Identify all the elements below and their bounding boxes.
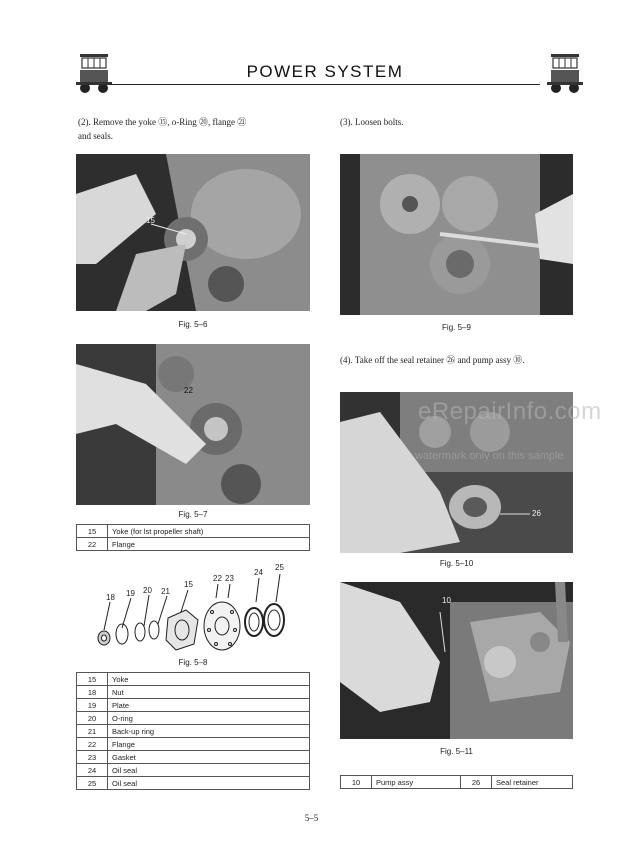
exploded-diagram-fig-5-8 xyxy=(76,560,310,660)
part-name: Yoke xyxy=(108,673,310,686)
forklift-logo-left xyxy=(74,52,114,96)
table-row xyxy=(77,738,310,751)
table-row xyxy=(77,538,310,551)
caption-fig-5-9: Fig. 5–9 xyxy=(442,323,471,332)
part-number: 18 xyxy=(77,686,108,699)
step-3-text: (3). Loosen bolts. xyxy=(340,117,404,127)
parts-table-fig-5-8 xyxy=(76,672,310,790)
part-number: 24 xyxy=(77,764,108,777)
part-number: 25 xyxy=(77,777,108,790)
photo-fig-5-7 xyxy=(76,344,310,505)
label-24: 24 xyxy=(254,568,263,577)
caption-fig-5-6: Fig. 5–6 xyxy=(178,320,208,329)
forklift-logo-right xyxy=(545,52,585,96)
part-name: Yoke (for lst propeller shaft) xyxy=(108,525,310,538)
label-25: 25 xyxy=(275,563,284,572)
table-row xyxy=(77,712,310,725)
watermark-subtext: watermark only on this sample xyxy=(415,450,564,462)
header-divider xyxy=(110,84,540,85)
label-19: 19 xyxy=(126,589,135,598)
label-15: 15 xyxy=(184,580,193,589)
watermark-text: eRepairInfo.com xyxy=(418,398,602,425)
part-name: Nut xyxy=(108,686,310,699)
part-number: 15 xyxy=(77,673,108,686)
part-name: Plate xyxy=(108,699,310,712)
page-number: 5–5 xyxy=(304,813,319,823)
part-number: 22 xyxy=(77,538,108,551)
label-23: 23 xyxy=(225,574,234,583)
step-2-line-2: and seals. xyxy=(78,131,113,141)
photo-fig-5-11 xyxy=(340,582,573,739)
parts-table-fig-5-7 xyxy=(76,524,310,551)
caption-fig-5-11: Fig. 5–11 xyxy=(440,747,473,756)
part-number: 15 xyxy=(77,525,108,538)
part-name: Seal retainer xyxy=(492,776,573,789)
label-22: 22 xyxy=(213,574,222,583)
label-20: 20 xyxy=(143,586,152,595)
part-number: 23 xyxy=(77,751,108,764)
part-number: 10 xyxy=(341,776,372,789)
fig-5-10-callout: 26 xyxy=(532,509,541,518)
part-name: Pump assy xyxy=(372,776,461,789)
part-name: Back-up ring xyxy=(108,725,310,738)
table-row xyxy=(77,673,310,686)
caption-fig-5-8: Fig. 5–8 xyxy=(178,658,208,667)
table-row xyxy=(77,764,310,777)
part-number: 22 xyxy=(77,738,108,751)
part-name: Flange xyxy=(108,738,310,751)
step-2-text xyxy=(78,115,318,143)
label-18: 18 xyxy=(106,593,115,602)
fig-5-11-callout: 10 xyxy=(442,596,451,605)
table-row xyxy=(341,776,573,789)
part-name: Gasket xyxy=(108,751,310,764)
table-row xyxy=(77,777,310,790)
part-name: O-ring xyxy=(108,712,310,725)
part-name: Oil seal xyxy=(108,777,310,790)
page-title: POWER SYSTEM xyxy=(246,62,404,81)
fig-5-6-callout: 15 xyxy=(146,216,155,225)
step-2-line-1: (2). Remove the yoke ⑮, o-Ring ⑳, flange ㉑ xyxy=(78,117,247,127)
part-name: Flange xyxy=(108,538,310,551)
label-21: 21 xyxy=(161,587,170,596)
table-row xyxy=(77,686,310,699)
photo-fig-5-6 xyxy=(76,154,310,311)
table-row xyxy=(77,699,310,712)
fig-5-7-callout: 22 xyxy=(184,386,193,395)
part-number: 20 xyxy=(77,712,108,725)
table-row xyxy=(77,725,310,738)
caption-fig-5-10: Fig. 5–10 xyxy=(439,559,474,568)
step-4-text: (4). Take off the seal retainer ㉖ and pump assy ⑩. xyxy=(340,355,525,365)
photo-fig-5-9 xyxy=(340,154,573,315)
part-number: 21 xyxy=(77,725,108,738)
parts-table-fig-5-11 xyxy=(340,775,573,789)
table-row xyxy=(77,525,310,538)
part-number: 19 xyxy=(77,699,108,712)
part-name: Oil seal xyxy=(108,764,310,777)
part-number: 26 xyxy=(461,776,492,789)
table-row xyxy=(77,751,310,764)
caption-fig-5-7: Fig. 5–7 xyxy=(178,510,208,519)
